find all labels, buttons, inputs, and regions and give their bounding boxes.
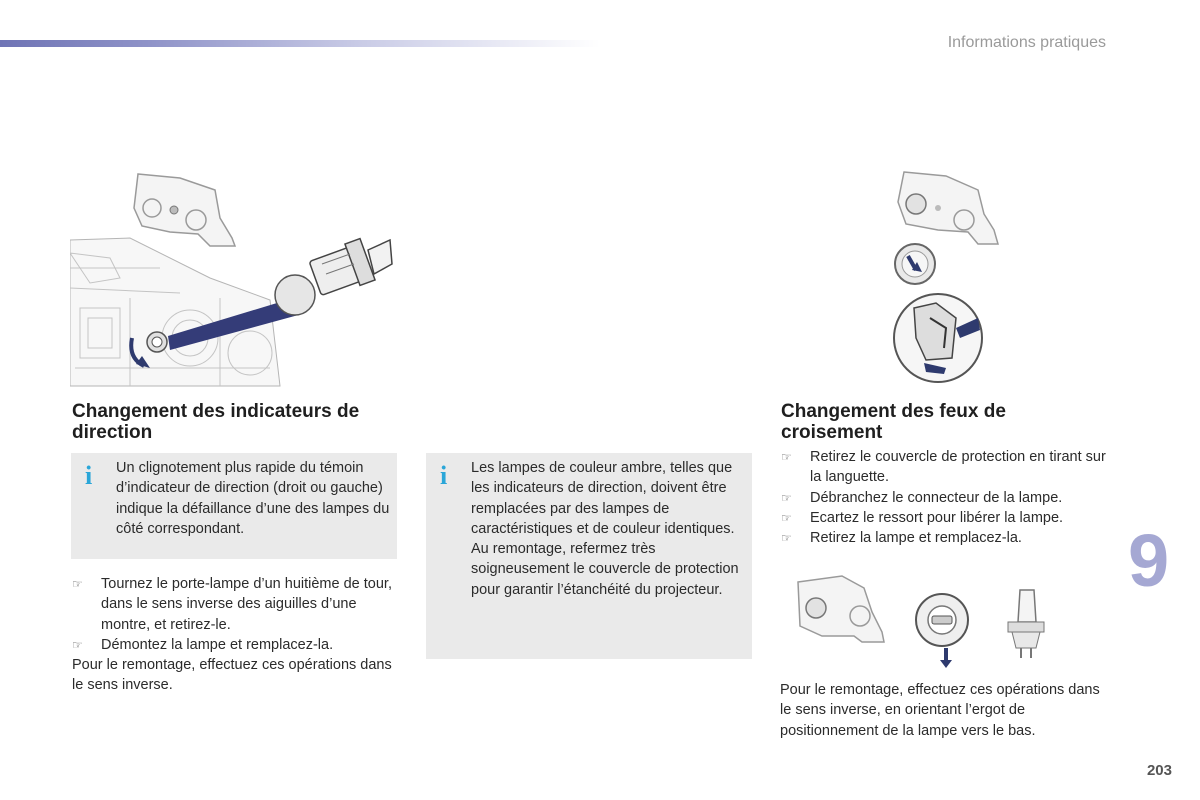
chapter-number: 9	[1128, 519, 1170, 602]
info-icon: i	[85, 461, 93, 490]
amber-note-paragraph: Au remontage, refermez très soigneusement le couvercle de protection pour garantir l’étanchéité du projecteur.	[471, 541, 739, 598]
low-beam-cover-illustration	[886, 168, 1006, 386]
step-text: Ecartez le ressort pour libérer la lampe.	[810, 509, 1064, 526]
turn-signal-note-text: Un clignotement plus rapide du témoin d’indicateur de direction (droit ou gauche) indique la défaillance d’une des lampes du côté correspondant.	[116, 460, 390, 537]
step-text: Tournez le porte-lampe d’un huitième de tour, dans le sens inverse des aiguilles d’une montre, et retirez-le.	[101, 576, 392, 633]
step-text: Débranchez le connecteur de la lampe.	[810, 489, 1063, 506]
step-item	[781, 508, 1111, 528]
header-color-band	[0, 40, 600, 47]
turn-signal-info-note	[71, 453, 397, 559]
pointing-hand-icon: ☞	[72, 577, 83, 591]
low-beam-heading: Changement des feux de croisement	[781, 401, 1006, 443]
running-header: Informations pratiques	[947, 34, 1106, 51]
turn-signal-heading: Changement des indicateurs de direction	[72, 401, 360, 443]
page-number: 203	[1146, 762, 1172, 779]
step-text: Retirez la lampe et remplacez-la.	[810, 530, 1022, 547]
amber-note-text	[471, 458, 747, 600]
step-item	[781, 528, 1111, 548]
pointing-hand-icon: ☞	[781, 510, 792, 525]
step-item	[781, 447, 1111, 488]
step-item	[72, 574, 392, 635]
turn-signal-closing: Pour le remontage, effectuez ces opérations dans le sens inverse.	[72, 657, 392, 694]
pointing-hand-icon: ☞	[781, 531, 792, 546]
low-beam-steps	[781, 447, 1111, 548]
amber-lamp-info-note	[426, 453, 752, 659]
info-icon: i	[440, 461, 448, 490]
turn-signal-illustration	[70, 168, 400, 388]
step-text: Démontez la lampe et remplacez-la.	[101, 636, 334, 653]
step-item	[781, 488, 1111, 508]
low-beam-lamp-illustration	[792, 572, 1062, 672]
turn-signal-steps	[72, 574, 392, 655]
pointing-hand-icon: ☞	[72, 637, 83, 652]
low-beam-closing: Pour le remontage, effectuez ces opérations dans le sens inverse, en orientant l’ergot de positionnement de la lampe vers le bas.	[780, 682, 1100, 739]
pointing-hand-icon: ☞	[781, 450, 792, 464]
step-text: Retirez le couvercle de protection en tirant sur la languette.	[810, 449, 1106, 486]
amber-note-paragraph: Les lampes de couleur ambre, telles que les indicateurs de direction, doivent être remplacées par des lampes de caractéristiques et de couleur identiques.	[471, 460, 735, 537]
step-item	[72, 635, 392, 655]
pointing-hand-icon: ☞	[781, 490, 792, 505]
